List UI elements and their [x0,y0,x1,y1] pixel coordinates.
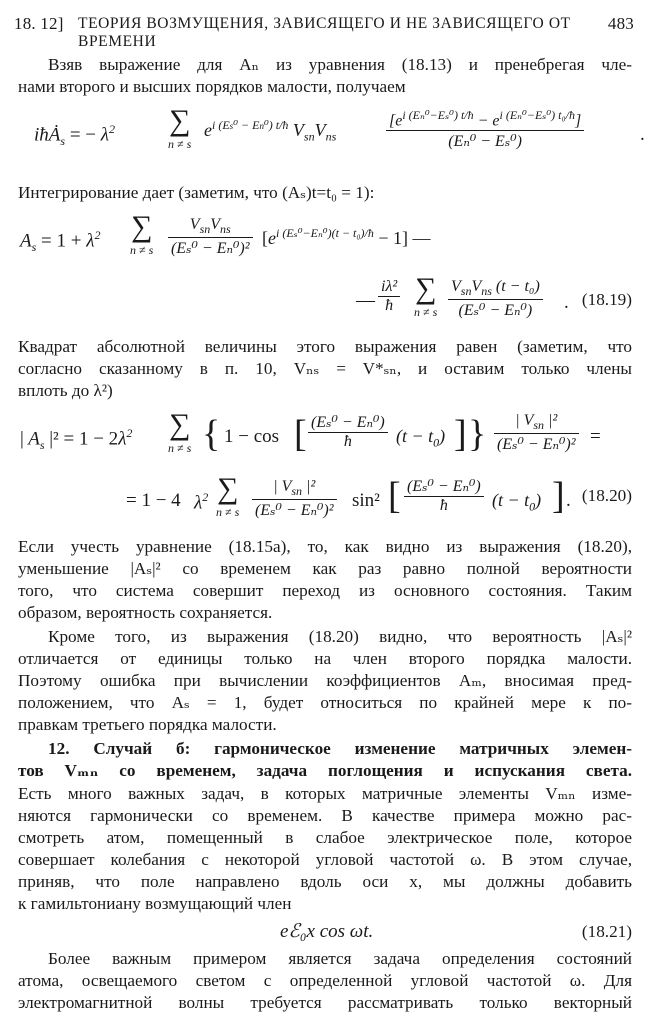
paragraph-line: приняв, что поле направлено вдоль оси x, мы должны добавить [18,872,632,891]
paragraph-line: Более важным примером является задача определения состояний [48,949,632,968]
equation-18-19-line2: — $\frac{\text{iλ²}}{ħ}$ ∑ n ≠ s $V_{sn}V_{ns}$ (t − t₀) (Eₛ⁰ − Eₙ⁰) . [356,272,569,320]
paragraph-line: согласно сказанному в п. 10, Vₙₛ = V*ₛₙ, и оставим только члены [18,359,632,378]
paragraph-line: нами второго и высших порядков малости, получаем [18,77,406,96]
equation-label: (18.20) [581,486,632,505]
running-header [14,14,634,50]
paragraph-line: Интегрирование дает (заметим, что (Aₛ)t=t₀ = 1): [18,183,375,202]
equation-18-20-line1: | $A_s$ $|^2 = 1 - 2\lambda^2$ ∑ n ≠ s { 1 − cos [ $\frac{\text{(Eₛ⁰ − Eₙ⁰)}}{ħ}$ $(t - t_0)$ ] } | $V_{sn}$ |² (Eₛ⁰ − Eₙ⁰)² = [20,408,601,455]
paragraph-line: электромагнитной волны требуется рассматривать только векторный [18,993,632,1012]
header-title: ТЕОРИЯ ВОЗМУЩЕНИЯ, ЗАВИСЯЩЕГО И НЕ ЗАВИСЯЩЕГО ОТ ВРЕМЕНИ [78,15,571,50]
paragraph-line: няются гармонически со временем. В качестве примера можно рас- [18,806,632,825]
paragraph-line: Поэтому ошибка при вычислении коэффициентов Aₘ, вносимая пред- [18,671,632,690]
paragraph-line: смотреть атом, помещенный в слабое электрическое поле, которое [18,828,632,847]
section-ref: 18. 12] [14,14,64,33]
paragraph-line: Есть много важных задач, в которых матричные элементы Vₘₙ изме- [18,784,632,803]
equation-18-21 [18,920,632,946]
paragraph-line: Если учесть уравнение (18.15а), то, как видно из выражения (18.20), [18,537,632,556]
paragraph-line: правкам третьего порядка малости. [18,715,277,734]
paragraph-line: к гамильтониану возмущающий член [18,894,292,913]
paragraph-line: образом, вероятность сохраняется. [18,603,273,622]
paragraph-line: вплоть до λ²) [18,381,113,400]
paragraph-line: совершает колебания с некоторой угловой частотой ω. В этом случае, [18,850,632,869]
paragraph-line: атома, освещаемого светом с определенной угловой частотой ω. Для [18,971,632,990]
paragraph-line: уменьшение |Aₛ|² со временем как раз равно полной вероятности [18,559,632,578]
equation-18-19-line1: $A_s = 1 + \lambda^2$ ∑ n ≠ s $V_{sn}V_{ns}$ (Eₛ⁰ − Eₙ⁰)² $[e^{i (E_s^0-E_n^0)(t - t_0)/ħ} - 1]$ — [20,210,431,258]
paragraph-line: Кроме того, из выражения (18.20) видно, что вероятность |Aₛ|² [48,627,632,646]
section-heading: тов Vₘₙ со временем, задача поглощения и испускания света. [18,761,632,780]
paragraph-line: положением, что Aₛ = 1, будет относиться по крайней мере к по- [18,693,632,712]
paragraph-line: Квадрат абсолютной величины этого выражения равен (заметим, что [18,337,632,356]
equation-dAs-dt: iħȦ$_s$ = − $\lambda^2$ ∑ n ≠ s $e^{i (Es^0 - En^0) t/ħ}$ $V_{sn}V_{ns}$ $\frac{[e^{i (E_n^0-E_s^0) t/ħ} - e^{i (E_n^0-E_s^0) t_0/ħ}]}{\text{(Eₙ⁰ − Eₛ⁰)}}$ . [34,104,645,151]
equation-text: eℰ₀x cos ωt. [280,921,374,942]
equation-18-20-line2: = 1 − 4 $\lambda^2$ ∑ n ≠ s | $V_{sn}$ |² (Eₛ⁰ − Eₙ⁰)² sin² [ $\frac{\text{(Eₛ⁰ − Eₙ⁰)}}{ħ}$ $(t - t_0)$ ] . [126,472,571,520]
equation-label: (18.19) [581,290,632,309]
page-number: 483 [607,14,634,33]
equation-label: (18.21) [581,922,632,941]
paragraph-line: Взяв выражение для Aₙ из уравнения (18.13) и пренебрегая чле- [48,55,632,74]
paragraph-line: отличается от единицы только на член второго порядка малости. [18,649,632,668]
section-heading: 12. Случай б: гармоническое изменение матричных элемен- [48,739,632,758]
paragraph-line: того, что система совершит переход из основного состояния. Таким [18,581,632,600]
